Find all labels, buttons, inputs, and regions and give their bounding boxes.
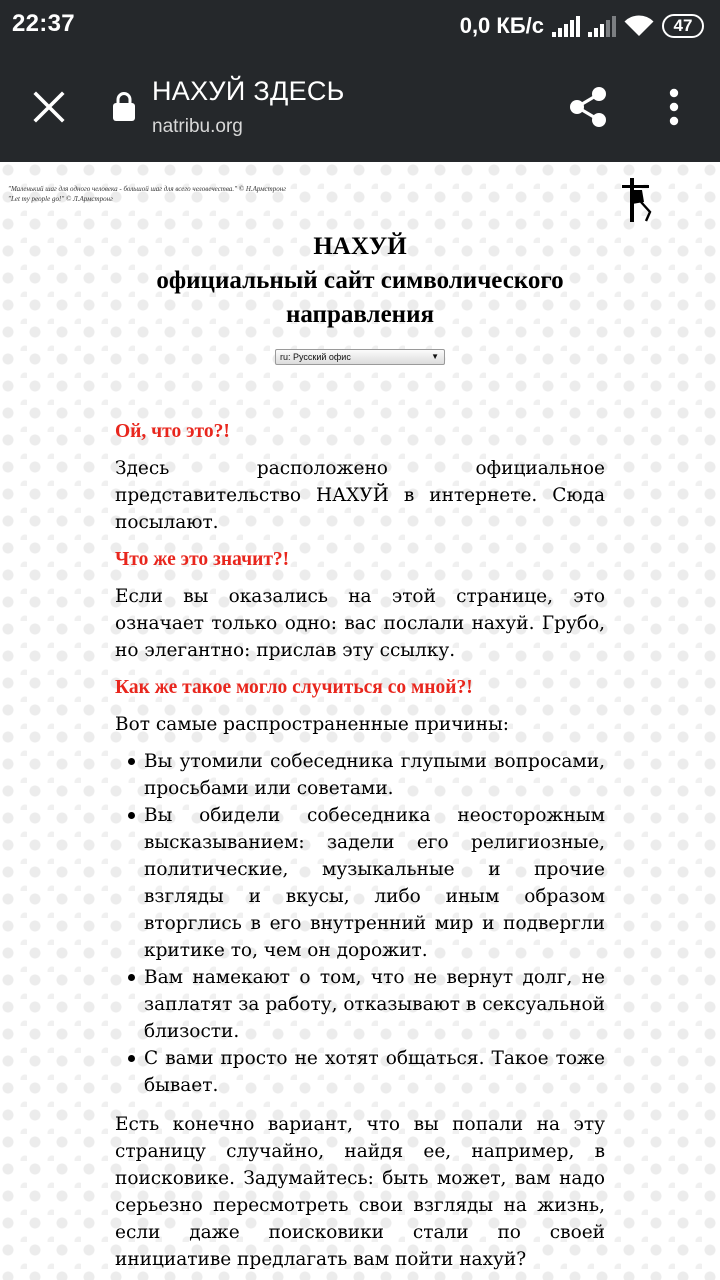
page-title: НАХУЙ ЗДЕСЬ [152, 76, 345, 106]
list-item [115, 748, 605, 802]
header-quotes [8, 184, 286, 204]
section-heading: Как же такое могло случиться со мной?! [115, 677, 473, 698]
status-time: 22:37 [12, 10, 75, 37]
site-title-line: НАХУЙ [313, 233, 407, 260]
bullet-icon [128, 1055, 135, 1062]
section-heading: Ой, что это?! [115, 421, 230, 442]
list-item-text: Вы утомили собеседника глупыми вопросами, просьбами или советами. [144, 751, 605, 799]
list-item-text: Вам намекают о том, что не вернут долг, не заплатят за работу, отказывают в сексуальной близости. [144, 967, 605, 1042]
paragraph: Вот самые распространенные причины: [115, 714, 510, 735]
site-title-line: направления [285, 301, 434, 328]
paragraph: Есть конечно вариант, что вы попали на эту страницу случайно, найдя ее, например, в поисковике. Задумайтесь: быть может, вам надо серьезно пересмотреть свои взгляды на жизнь, если даже поисковики стали по своей инициативе предлагать вам пойти нахуй? [115, 1114, 605, 1270]
list-item [115, 1045, 605, 1099]
list-item-text: Вы обидели собеседника неосторожным высказыванием: задели его религиозные, политические, музыкальные и прочие взгляды и вкусы, либо иным образом вторглись в его внутренний мир и подвергли критике то, чем он дорожит. [144, 805, 605, 961]
site-title [0, 230, 720, 332]
browser-toolbar [0, 52, 720, 162]
article [115, 418, 605, 1280]
page-url[interactable]: natribu.org [152, 116, 243, 137]
signal-icon [552, 15, 580, 37]
language-select-value: ru: Русский офис [280, 352, 351, 362]
lock-icon [113, 91, 135, 121]
list-item [115, 964, 605, 1045]
wifi-icon [624, 15, 654, 37]
bullet-icon [128, 974, 135, 981]
quote-line: "Let my people go!" © Л.Армстронг [8, 195, 113, 203]
signal-icon [588, 15, 616, 37]
web-page [0, 162, 720, 1280]
bullet-icon [128, 812, 135, 819]
site-logo-icon[interactable] [620, 178, 660, 222]
list-item-text: С вами просто не хотят общаться. Такое тоже бывает. [144, 1048, 605, 1096]
section-heading: Что же это значит?! [115, 549, 290, 570]
paragraph: Здесь расположено официальное представительство НАХУЙ в интернете. Сюда посылают. [115, 458, 605, 533]
share-icon[interactable] [568, 86, 608, 128]
battery-icon: 47 [662, 14, 704, 38]
status-indicators [460, 12, 704, 40]
more-vert-icon[interactable] [666, 88, 682, 126]
paragraph: Если вы оказались на этой странице, это означает только одно: вас послали нахуй. Грубо, но элегантно: прислав эту ссылку. [115, 586, 605, 661]
dropdown-arrow-icon: ▼ [431, 352, 439, 361]
quote-line: "Маленький шаг для одного человека - большой шаг для всего человечества." © Н.Армстронг [8, 185, 286, 193]
bullet-icon [128, 758, 135, 765]
site-title-line: официальный сайт символического [156, 267, 564, 294]
reasons-list [115, 748, 605, 1099]
network-speed: 0,0 КБ/с [459, 13, 544, 38]
close-icon[interactable] [32, 90, 66, 124]
list-item [115, 802, 605, 964]
status-bar [0, 0, 720, 52]
language-select[interactable] [275, 349, 445, 365]
